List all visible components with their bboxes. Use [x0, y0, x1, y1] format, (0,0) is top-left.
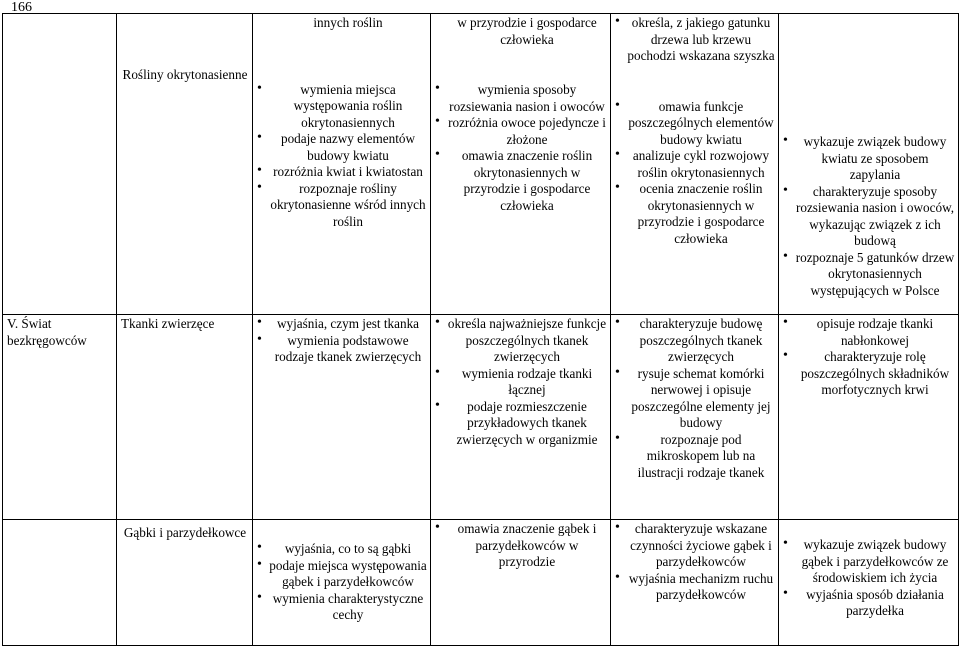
list-item: • opisuje rodzaje tkanki nabłonkowej	[783, 316, 955, 349]
requirements-list	[783, 134, 955, 299]
requirements-list	[783, 537, 955, 620]
list-item: w przyrodzie i gospodarce człowieka	[457, 15, 597, 47]
list-item: • omawia funkcje poszczególnych elementów budowy kwiatu	[615, 99, 775, 149]
list-item: • rozpoznaje 5 gatunków drzew okrytonasiennych występujących w Polsce	[783, 250, 955, 300]
list-item: • wymienia sposoby rozsiewania nasion i owoców	[435, 82, 607, 115]
list-item: • analizuje cykl rozwojowy roślin okrytonasiennych	[615, 148, 775, 181]
list-item: • podaje nazwy elementów budowy kwiatu	[257, 131, 427, 164]
requirements-list	[435, 15, 607, 214]
requirements-cell	[779, 14, 959, 315]
list-item: • ocenia znaczenie roślin okrytonasiennych w przyrodzie i gospodarce człowieka	[615, 181, 775, 247]
list-item: • określa najważniejsze funkcje poszczególnych tkanek zwierzęcych	[435, 316, 607, 366]
list-item: • wykazuje związek budowy kwiatu ze sposobem zapylania	[783, 134, 955, 184]
list-item: • podaje rozmieszczenie przykładowych tkanek zwierzęcych w organizmie	[435, 399, 607, 449]
list-item: • omawia znaczenie roślin okrytonasiennych w przyrodzie i gospodarce człowieka	[435, 148, 607, 214]
list-item: • charakteryzuje wskazane czynności życiowe gąbek i parzydełkowców	[615, 521, 775, 571]
requirements-list	[615, 521, 775, 604]
requirements-cell	[431, 315, 611, 520]
topic-cell	[117, 14, 253, 315]
section-cell	[3, 14, 117, 315]
requirements-list	[615, 15, 775, 247]
requirements-cell	[253, 315, 431, 520]
topic-cell	[117, 520, 253, 646]
requirements-list	[435, 521, 607, 571]
requirements-list	[615, 316, 775, 481]
list-item: innych roślin	[313, 15, 383, 30]
requirements-cell	[611, 520, 779, 646]
list-item: • rozróżnia kwiat i kwiatostan	[257, 164, 427, 181]
list-item: • wyjaśnia mechanizm ruchu parzydełkowców	[615, 571, 775, 604]
list-item: • wymienia charakterystyczne cechy	[257, 591, 427, 624]
list-item: • rozpoznaje rośliny okrytonasienne wśród innych roślin	[257, 181, 427, 231]
list-item: • wyjaśnia sposób działania parzydełka	[783, 587, 955, 620]
list-item: • wykazuje związek budowy gąbek i parzydełkowców ze środowiskiem ich życia	[783, 537, 955, 587]
list-item: • rozróżnia owoce pojedyncze i złożone	[435, 115, 607, 148]
requirements-cell	[611, 14, 779, 315]
list-item: • rysuje schemat komórki nerwowej i opisuje poszczególne elementy jej budowy	[615, 366, 775, 432]
list-item: • wymienia miejsca występowania roślin okrytonasiennych	[257, 82, 427, 132]
list-item: • wymienia rodzaje tkanki łącznej	[435, 366, 607, 399]
list-item: • wyjaśnia, czym jest tkanka	[257, 316, 427, 333]
table-row	[3, 315, 959, 520]
requirements-list	[783, 316, 955, 399]
list-item: • podaje miejsca występowania gąbek i parzydełkowców	[257, 558, 427, 591]
section-cell	[3, 520, 117, 646]
section-cell: V. Świat bezkręgowców	[3, 315, 117, 520]
page-number: 166	[11, 0, 32, 15]
list-item: • wymienia podstawowe rodzaje tkanek zwierzęcych	[257, 333, 427, 366]
list-item: • określa, z jakiego gatunku drzewa lub krzewu pochodzi wskazana szyszka	[615, 15, 775, 65]
table-row	[3, 520, 959, 646]
topic-cell: Tkanki zwierzęce	[117, 315, 253, 520]
requirements-cell	[253, 14, 431, 315]
requirements-cell	[611, 315, 779, 520]
requirements-list	[435, 316, 607, 448]
requirements-table	[2, 13, 959, 646]
list-item: • rozpoznaje pod mikroskopem lub na ilustracji rodzaje tkanek	[615, 432, 775, 482]
requirements-cell	[431, 520, 611, 646]
list-item: • wyjaśnia, co to są gąbki	[257, 541, 427, 558]
requirements-list	[257, 316, 427, 366]
requirements-cell	[779, 520, 959, 646]
requirements-cell	[253, 520, 431, 646]
requirements-list	[257, 15, 427, 230]
requirements-list	[257, 541, 427, 624]
table-row	[3, 14, 959, 315]
list-item: • omawia znaczenie gąbek i parzydełkowców w przyrodzie	[435, 521, 607, 571]
requirements-cell	[431, 14, 611, 315]
topic-label: Gąbki i parzydełkowce	[123, 525, 247, 540]
list-item: • charakteryzuje rolę poszczególnych składników morfotycznych krwi	[783, 349, 955, 399]
topic-label: Rośliny okrytonasienne	[122, 67, 248, 82]
requirements-cell	[779, 315, 959, 520]
list-item: • charakteryzuje budowę poszczególnych tkanek zwierzęcych	[615, 316, 775, 366]
list-item: • charakteryzuje sposoby rozsiewania nasion i owoców, wykazując związek z ich budową	[783, 184, 955, 250]
